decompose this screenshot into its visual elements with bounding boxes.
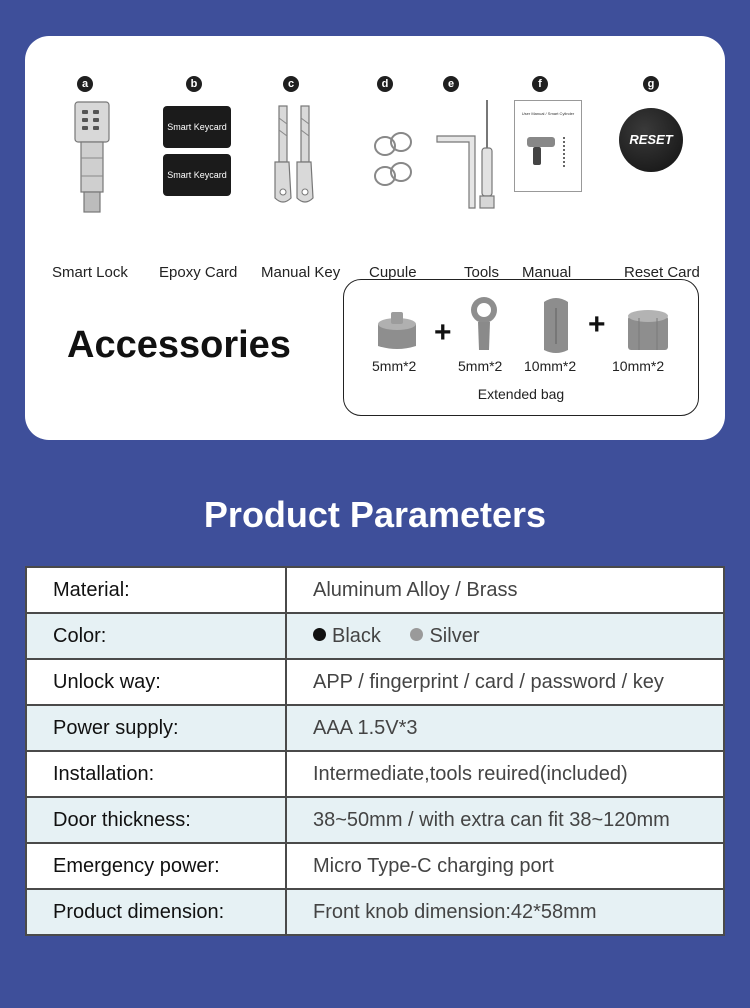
product-parameters-title: Product Parameters xyxy=(203,494,547,535)
item-label-tools: Tools xyxy=(464,264,500,281)
param-key: Color: xyxy=(26,613,286,659)
param-value: APP / fingerprint / card / password / key xyxy=(286,659,724,705)
param-key: Material: xyxy=(26,567,286,613)
manual-doc-title: User Manual / Smart Cylinder xyxy=(521,111,575,116)
color-black-label: Black xyxy=(332,624,381,647)
param-key: Emergency power: xyxy=(26,843,286,889)
table-row xyxy=(26,889,724,935)
item-label-manual-key: Manual Key xyxy=(261,264,341,281)
param-value: Front knob dimension:42*58mm xyxy=(286,889,724,935)
table-row xyxy=(26,705,724,751)
item-label-epoxy-card: Epoxy Card xyxy=(159,264,238,281)
manual-booklet-icon xyxy=(514,100,582,192)
ring-adapter-icon xyxy=(464,294,504,354)
accessory-label-1: 5mm*2 xyxy=(372,358,417,374)
param-value: Aluminum Alloy / Brass xyxy=(286,567,724,613)
contents-card xyxy=(25,36,725,440)
badge-c: c xyxy=(283,76,299,92)
parameters-table xyxy=(25,566,725,936)
accessories-title: Accessories xyxy=(67,324,291,366)
param-key: Product dimension: xyxy=(26,889,286,935)
table-row xyxy=(26,797,724,843)
table-row xyxy=(26,613,724,659)
table-row xyxy=(26,567,724,613)
item-epoxy-card xyxy=(147,76,257,281)
param-value: Intermediate,tools reuired(included) xyxy=(286,751,724,797)
reset-card-icon xyxy=(619,108,683,172)
accessories-box xyxy=(343,279,699,416)
badge-g: g xyxy=(643,76,659,92)
reset-card-text: RESET xyxy=(629,132,673,147)
item-label-manual: Manual xyxy=(522,264,572,281)
badge-d: d xyxy=(377,76,393,92)
param-value: Micro Type-C charging port xyxy=(286,843,724,889)
param-key: Door thickness: xyxy=(26,797,286,843)
accessory-label-4: 10mm*2 xyxy=(612,358,665,374)
accessory-label-2: 5mm*2 xyxy=(458,358,503,374)
silver-dot-icon xyxy=(410,628,423,641)
item-smart-lock xyxy=(37,76,147,281)
plus-sign: + xyxy=(434,316,452,349)
color-silver-label: Silver xyxy=(429,624,480,647)
badge-a: a xyxy=(77,76,93,92)
accessory-label-3: 10mm*2 xyxy=(524,358,577,374)
plus-sign: + xyxy=(588,308,606,341)
item-manual xyxy=(505,76,615,281)
param-value: 38~50mm / with extra can fit 38~120mm xyxy=(286,797,724,843)
item-manual-key xyxy=(253,76,363,281)
table-row xyxy=(26,659,724,705)
keycard-text: Smart Keycard xyxy=(167,170,227,180)
keycard-icon xyxy=(163,154,231,196)
knob-cap-icon xyxy=(372,306,422,356)
smart-lock-icon xyxy=(37,98,147,216)
hex-nut-icon xyxy=(622,304,674,356)
badge-e: e xyxy=(443,76,459,92)
item-label-cupule: Cupule xyxy=(369,264,417,281)
param-value: AAA 1.5V*3 xyxy=(286,705,724,751)
param-key: Unlock way: xyxy=(26,659,286,705)
param-value xyxy=(286,613,724,659)
cylinder-icon xyxy=(527,137,555,147)
extender-sleeve-icon xyxy=(536,294,576,356)
key-small-icon xyxy=(533,147,541,165)
item-label-smart-lock: Smart Lock xyxy=(52,264,128,281)
manual-key-icon xyxy=(253,98,363,216)
param-key: Installation: xyxy=(26,751,286,797)
keycard-icon xyxy=(163,106,231,148)
table-row xyxy=(26,843,724,889)
extended-bag-label: Extended bag xyxy=(477,386,565,402)
item-label-reset-card: Reset Card xyxy=(624,264,700,281)
black-dot-icon xyxy=(313,628,326,641)
item-reset-card xyxy=(607,76,717,281)
badge-b: b xyxy=(186,76,202,92)
badge-f: f xyxy=(532,76,548,92)
param-key: Power supply: xyxy=(26,705,286,751)
keycard-text: Smart Keycard xyxy=(167,122,227,132)
manual-side-icons xyxy=(563,137,573,167)
table-row xyxy=(26,751,724,797)
